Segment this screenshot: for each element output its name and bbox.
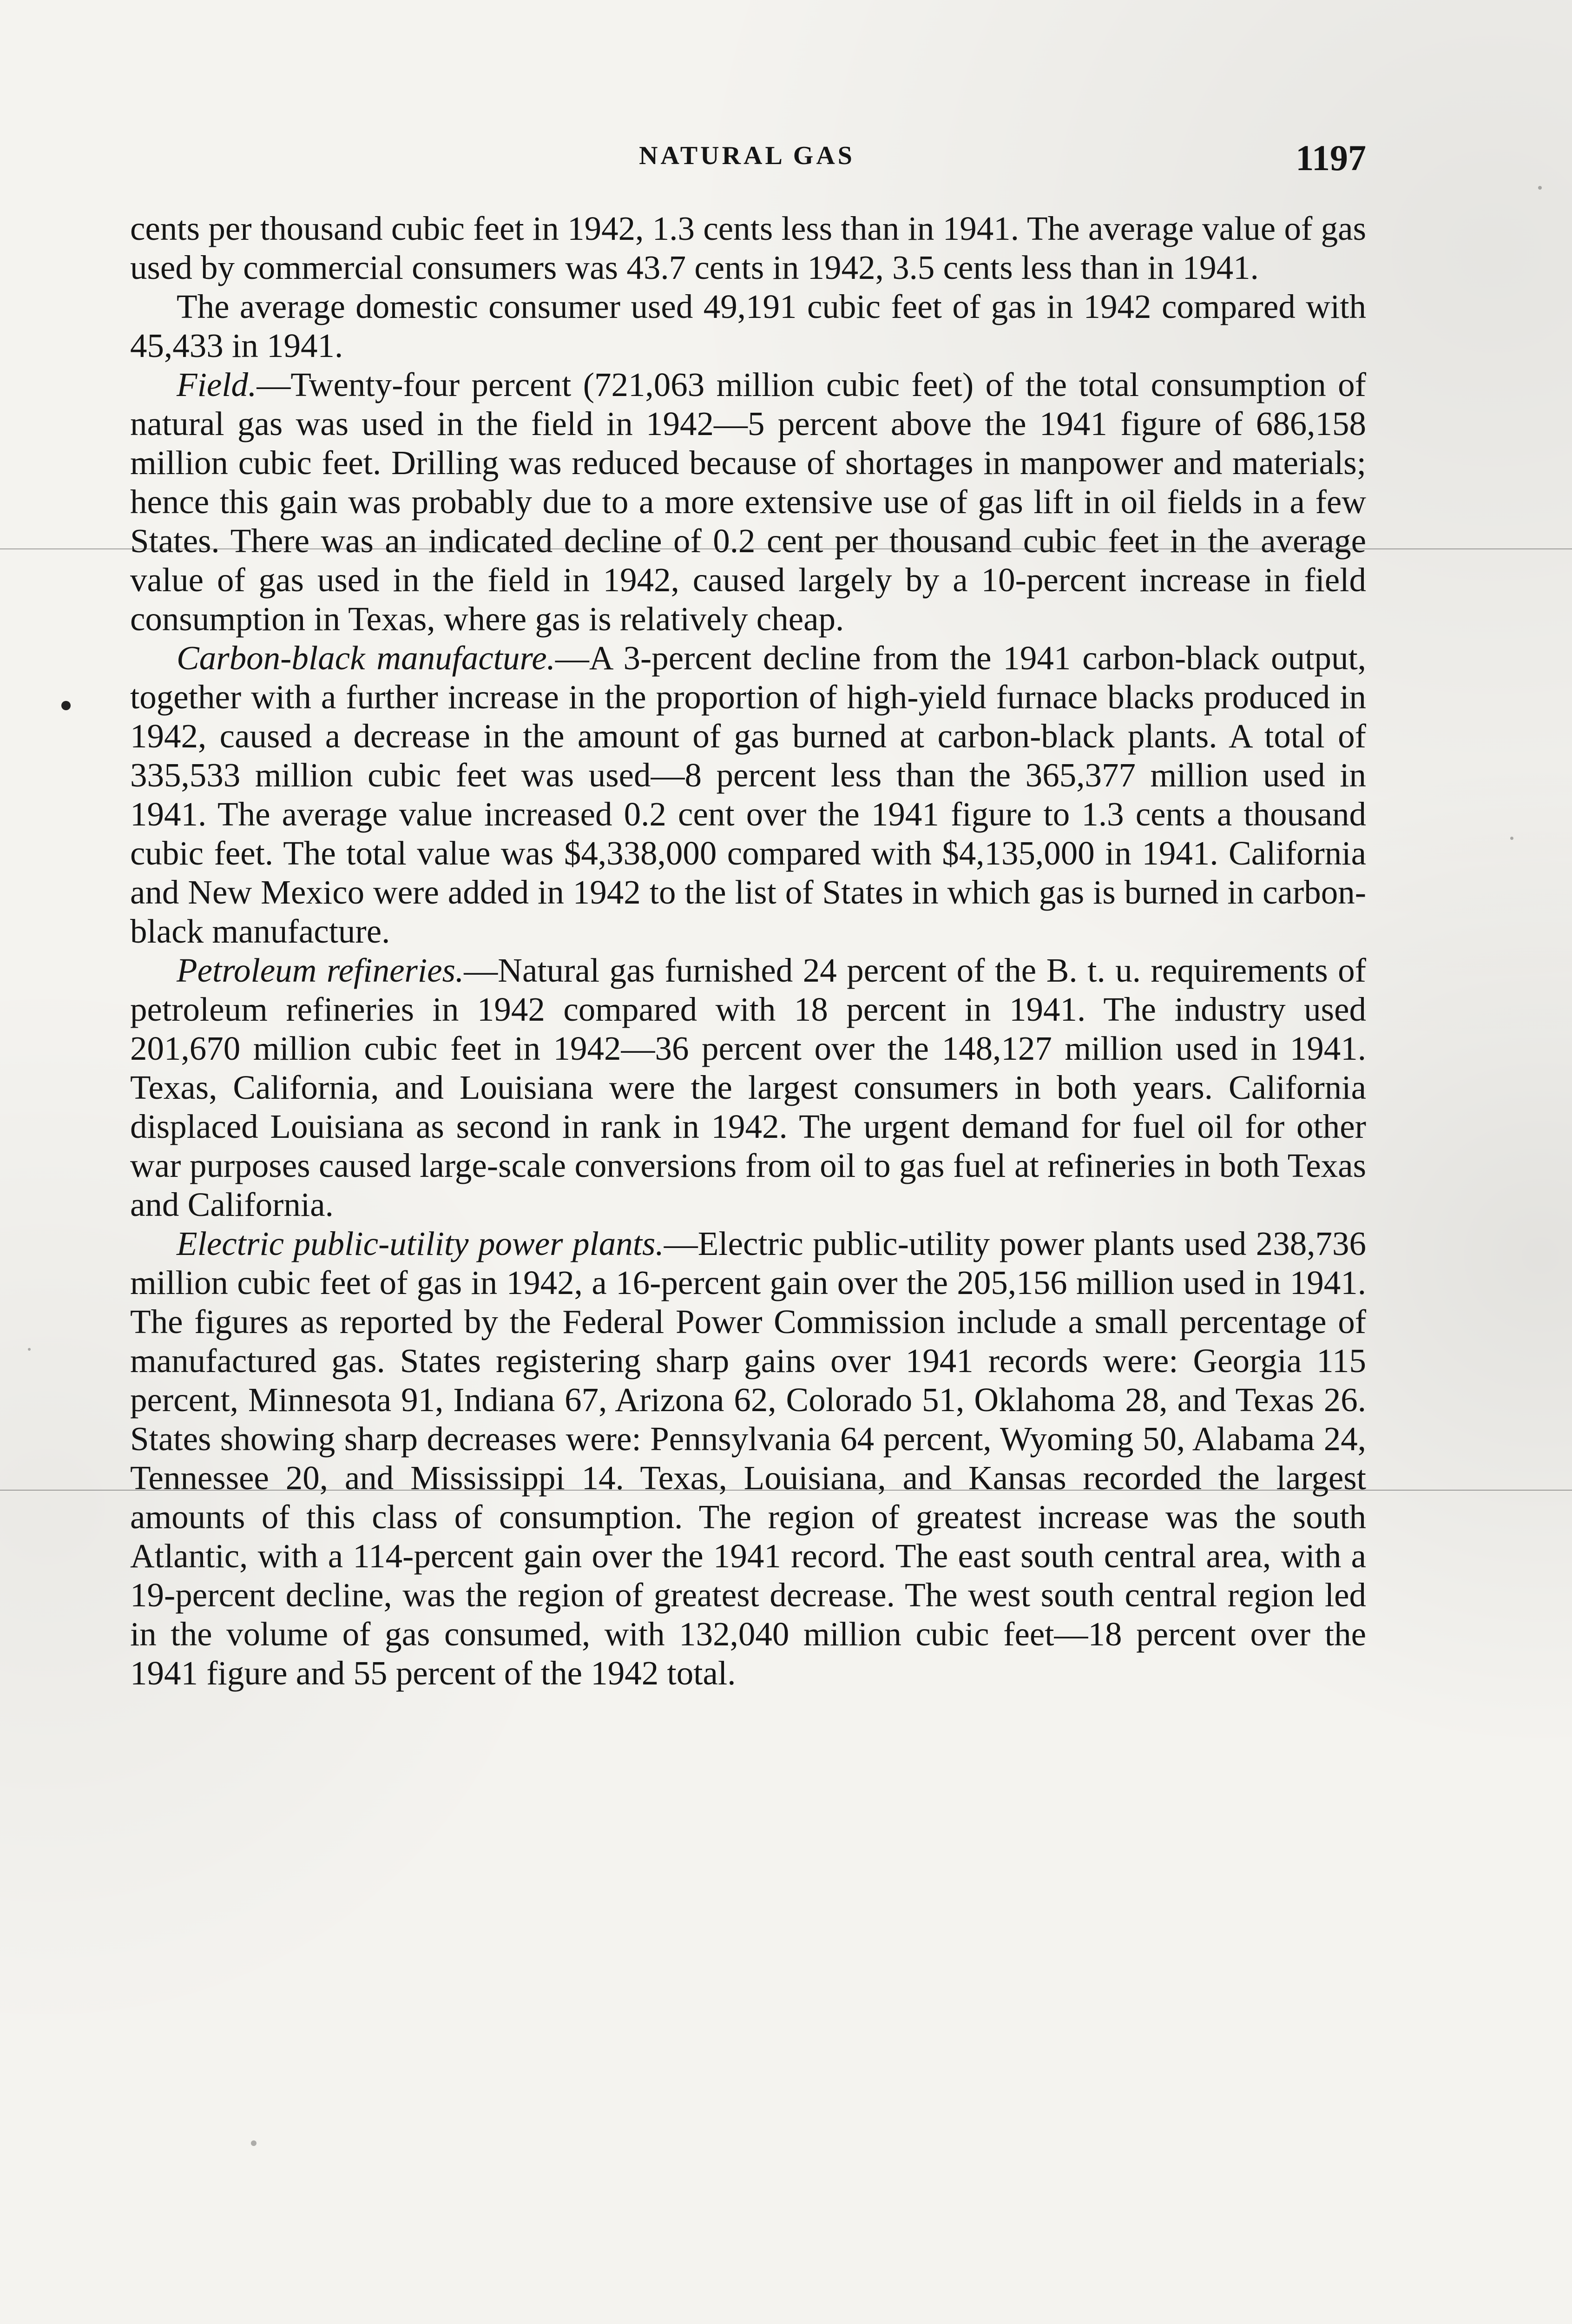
- section-run-in-heading: Electric public-utility power plants.: [177, 1225, 664, 1262]
- paragraph-domestic-consumer: [130, 287, 1366, 365]
- page-number: 1197: [1296, 138, 1366, 178]
- paragraph-text: —Twenty-four percent (721,063 million cubic feet) of the total consumption of natural gas was used in the field in 1942—5 percent above the 1941 figure of 686,158 million cubic feet. Drilling was reduced because of shortages in manpower and materials; hence this gain was probably due to a more extensive use of gas lift in oil fields in a few States. There was an indicated decline of 0.2 cent per thousand cubic feet in the average value of gas used in the field in 1942, caused largely by a 10-percent increase in field consumption in Texas, where gas is relatively cheap.: [130, 366, 1366, 638]
- section-run-in-heading: Petroleum refineries.: [177, 951, 464, 989]
- scan-speck: [28, 1348, 31, 1351]
- section-run-in-heading: Field.: [177, 366, 257, 403]
- paragraph-electric-power-plants: [130, 1224, 1366, 1693]
- scan-speck: [251, 2140, 257, 2146]
- paragraph-carbon-black: [130, 639, 1366, 951]
- running-head-title: NATURAL GAS: [639, 141, 855, 170]
- paragraph-commercial-value: [130, 209, 1366, 287]
- running-head: [128, 137, 1366, 179]
- scan-fold-line: [0, 548, 1572, 549]
- section-run-in-heading: Carbon-black manufacture.: [177, 639, 555, 677]
- paragraph-field: [130, 365, 1366, 639]
- paragraph-text: —Natural gas furnished 24 percent of the B. t. u. requirements of petroleum refineries in 1942 compared with 18 percent in 1941. The industry used 201,670 million cubic feet in 1942—36 percent over the 148,127 million used in 1941. Texas, California, and Louisiana were the largest consumers in both years. California displaced Louisiana as second in rank in 1942. The urgent demand for fuel oil for other war purposes caused large-scale conversions from oil to gas fuel at refineries in both Texas and California.: [130, 951, 1366, 1223]
- paragraph-petroleum-refineries: [130, 951, 1366, 1224]
- paragraph-text: cents per thousand cubic feet in 1942, 1.3 cents less than in 1941. The average value of gas used by commercial consumers was 43.7 cents in 1942, 3.5 cents less than in 1941.: [130, 210, 1366, 286]
- scan-fold-line: [0, 1490, 1572, 1491]
- scan-speck: [1538, 186, 1542, 190]
- paragraph-text: —Electric public-utility power plants used 238,736 million cubic feet of gas in 1942, a 16-percent gain over the 205,156 million used in 1941. The figures as reported by the Federal Power Commission include a small percentage of manufactured gas. States registering sharp gains over 1941 records were: Georgia 115 percent, Minnesota 91, Indiana 67, Arizona 62, Colorado 51, Oklahoma 28, and Texas 26. States showing sharp decreases were: Pennsylvania 64 percent, Wyoming 50, Alabama 24, Tennessee 20, and Mississippi 14. Texas, Louisiana, and Kansas recorded the largest amounts of this class of consumption. The region of greatest increase was the south Atlantic, with a 114-percent gain over the 1941 record. The east south central area, with a 19-percent decline, was the region of greatest decrease. The west south central region led in the volume of gas consumed, with 132,040 million cubic feet—18 percent over the 1941 figure and 55 percent of the 1942 total.: [130, 1225, 1366, 1692]
- paragraph-text: The average domestic consumer used 49,191 cubic feet of gas in 1942 compared with 45,433 in 1941.: [130, 288, 1366, 364]
- margin-speck: [61, 701, 71, 710]
- article-body: [130, 209, 1366, 1693]
- paragraph-text: —A 3-percent decline from the 1941 carbon-black output, together with a further increase in the proportion of high-yield furnace blacks produced in 1942, caused a decrease in the amount of gas burned at carbon-black plants. A total of 335,533 million cubic feet was used—8 percent less than the 365,377 million used in 1941. The average value increased 0.2 cent over the 1941 figure to 1.3 cents a thousand cubic feet. The total value was $4,338,000 compared with $4,135,000 in 1941. California and New Mexico were added in 1942 to the list of States in which gas is burned in carbon-black manufacture.: [130, 639, 1366, 950]
- scan-speck: [1510, 837, 1513, 840]
